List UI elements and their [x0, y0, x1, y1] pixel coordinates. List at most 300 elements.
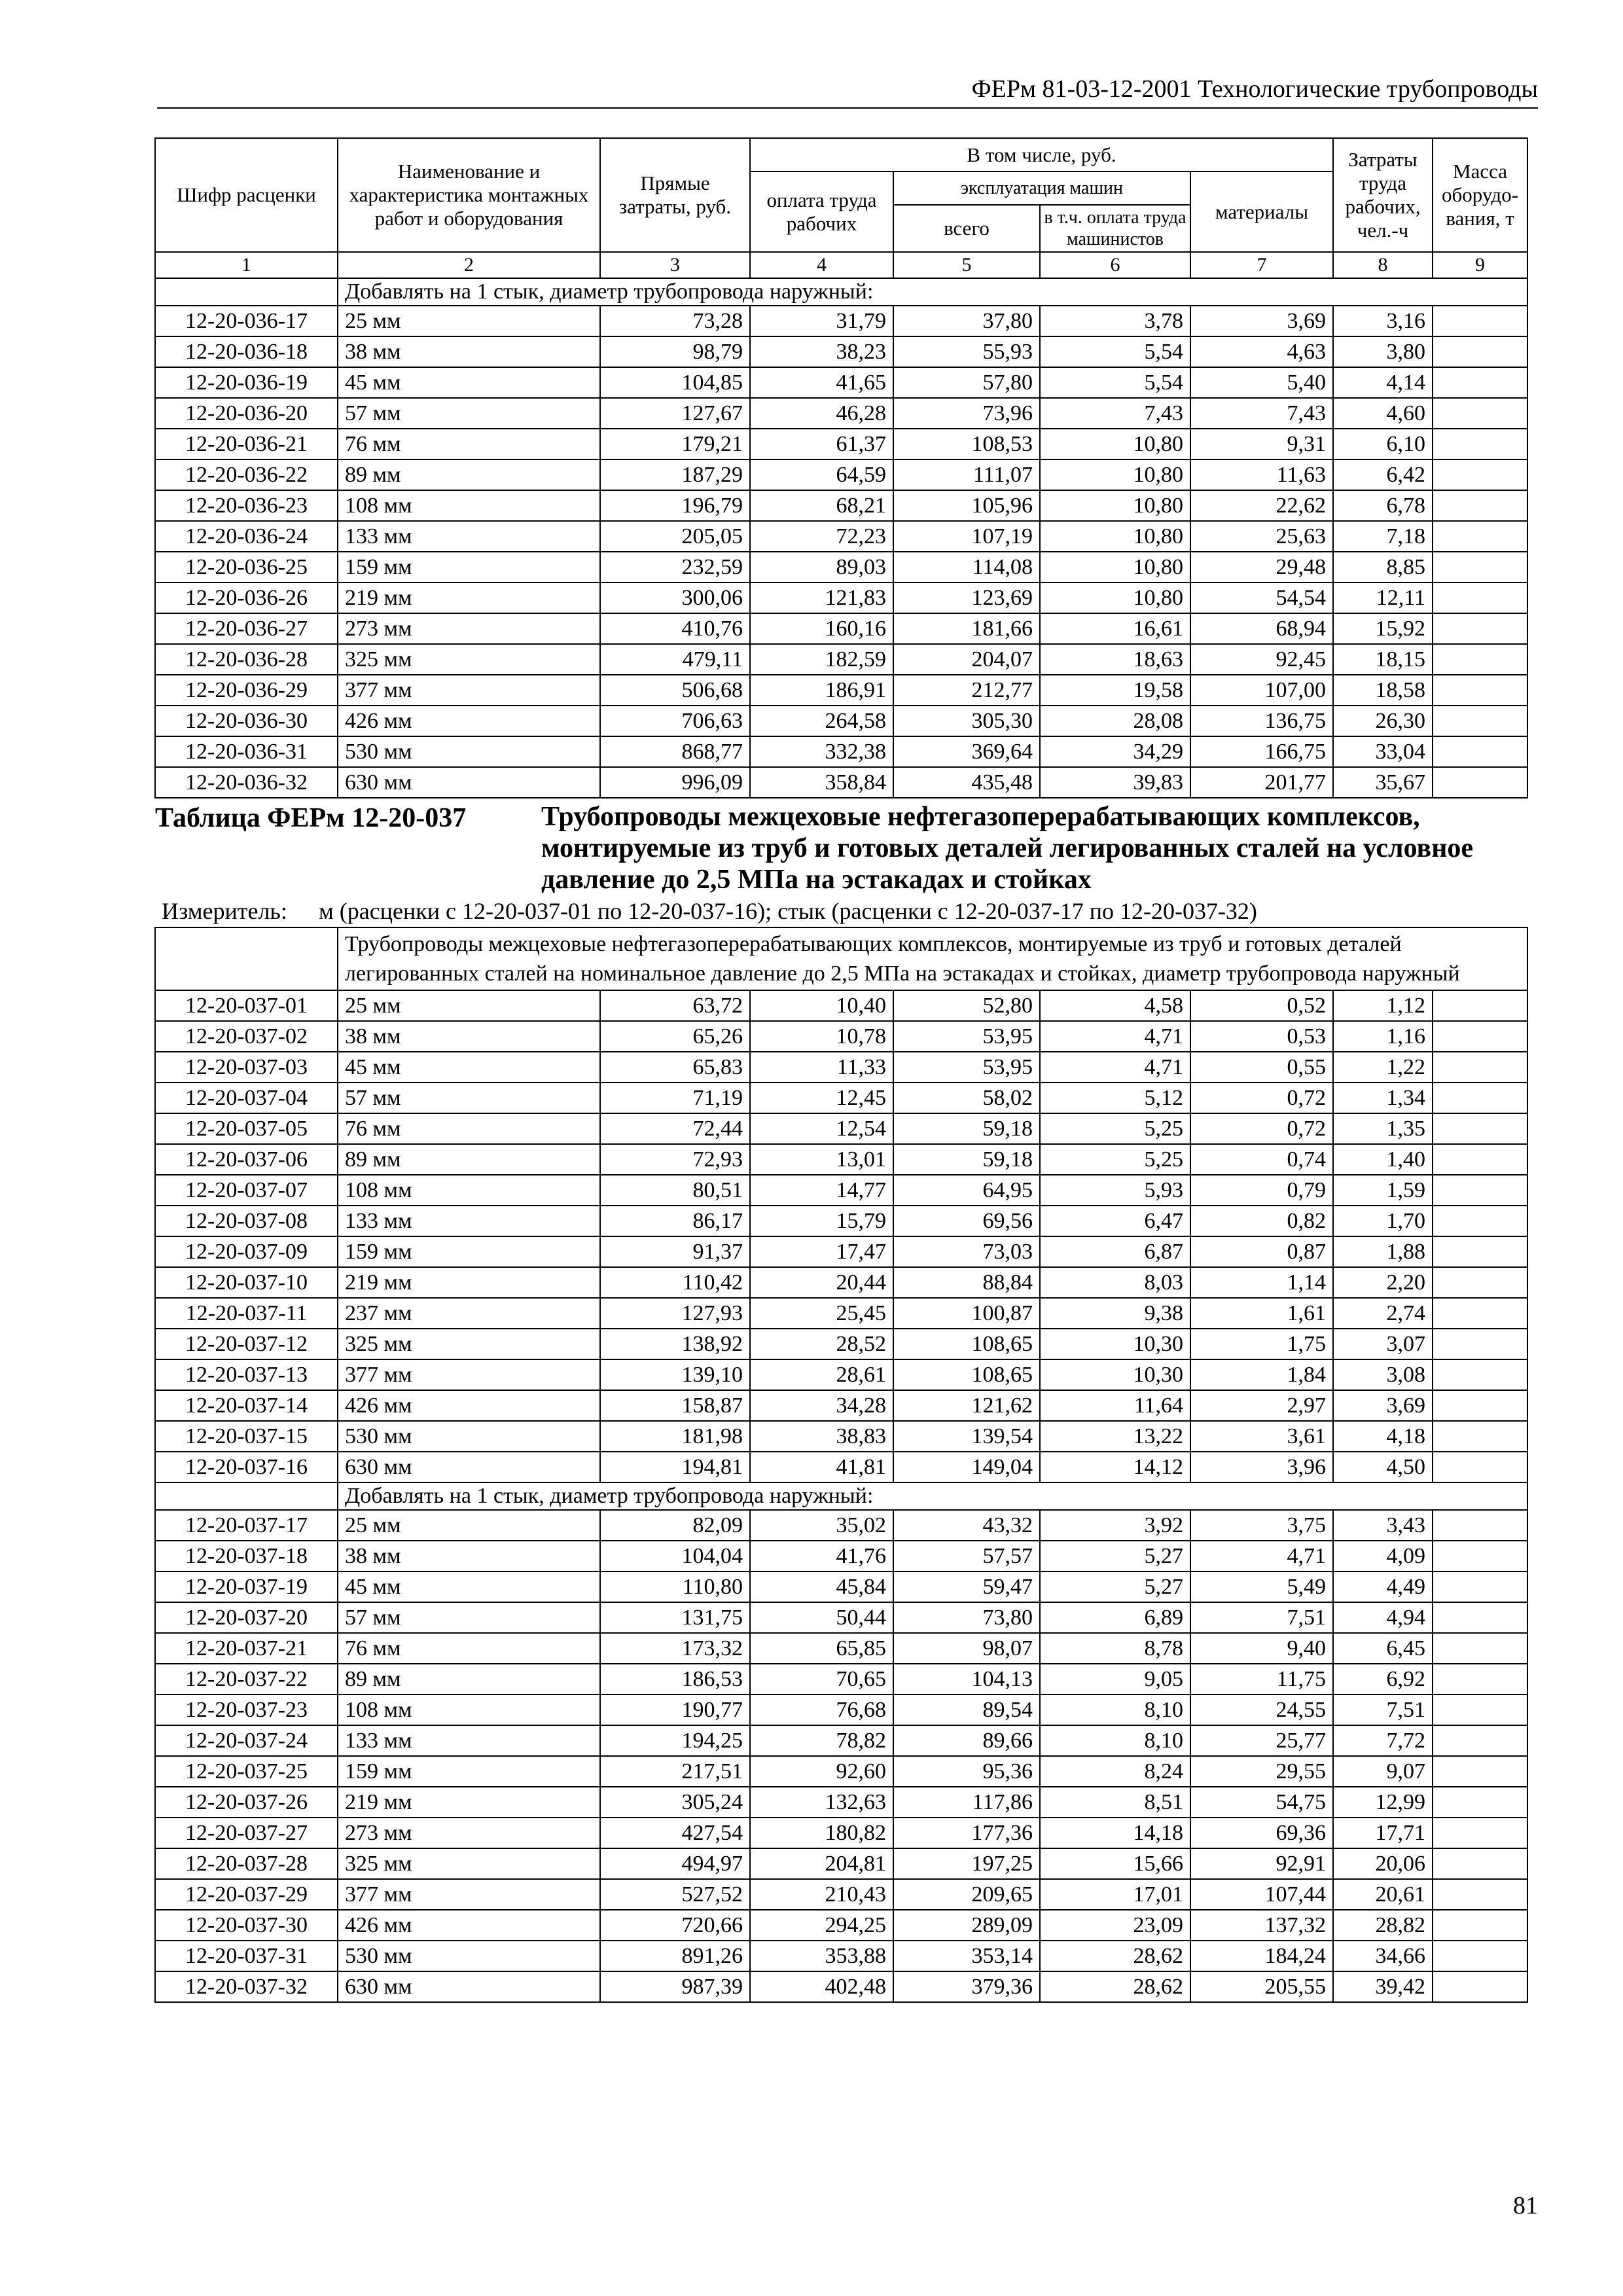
cell-direct-cost: 706,63	[600, 706, 750, 736]
cell-materials: 205,55	[1190, 1971, 1333, 2002]
cell-mass	[1433, 1144, 1527, 1175]
cell-wages: 68,21	[750, 490, 893, 521]
cell-diameter: 108 мм	[338, 490, 600, 521]
cell-machines-wages: 11,64	[1040, 1390, 1190, 1421]
cell-mass	[1433, 367, 1527, 398]
table-row	[155, 990, 1527, 1021]
table-row	[155, 1329, 1527, 1359]
cell-wages: 41,76	[750, 1541, 893, 1571]
cell-machines-wages: 8,10	[1040, 1725, 1190, 1756]
cell-materials: 7,43	[1190, 398, 1333, 429]
cell-machines-wages: 5,54	[1040, 367, 1190, 398]
table-row	[155, 1083, 1527, 1113]
cell-materials: 9,40	[1190, 1633, 1333, 1664]
cell-diameter: 45 мм	[338, 1571, 600, 1602]
table-row	[155, 1725, 1527, 1756]
cell-direct-cost: 158,87	[600, 1390, 750, 1421]
cell-wages: 14,77	[750, 1175, 893, 1206]
cell-code: 12-20-036-22	[155, 459, 338, 490]
cell-wages: 38,23	[750, 336, 893, 367]
cell-wages: 332,38	[750, 736, 893, 767]
column-index: 3	[600, 252, 750, 278]
cell-labor: 33,04	[1333, 736, 1433, 767]
cell-wages: 12,45	[750, 1083, 893, 1113]
cell-materials: 5,49	[1190, 1571, 1333, 1602]
cell-machines-total: 111,07	[893, 459, 1040, 490]
cell-machines-wages: 4,58	[1040, 990, 1190, 1021]
cell-code: 12-20-037-32	[155, 1971, 338, 2002]
cell-code: 12-20-036-25	[155, 552, 338, 583]
cell-code: 12-20-037-20	[155, 1602, 338, 1633]
cell-diameter: 108 мм	[338, 1695, 600, 1725]
cell-direct-cost: 232,59	[600, 552, 750, 583]
cell-materials: 0,79	[1190, 1175, 1333, 1206]
cell-machines-wages: 10,80	[1040, 429, 1190, 459]
cell-diameter: 38 мм	[338, 336, 600, 367]
cell-materials: 54,54	[1190, 583, 1333, 613]
cell-mass	[1433, 583, 1527, 613]
cell-machines-wages: 34,29	[1040, 736, 1190, 767]
cell-materials: 2,97	[1190, 1390, 1333, 1421]
cell-machines-wages: 7,43	[1040, 398, 1190, 429]
cell-direct-cost: 891,26	[600, 1941, 750, 1971]
cell-direct-cost: 996,09	[600, 767, 750, 798]
cell-machines-total: 100,87	[893, 1298, 1040, 1329]
cell-direct-cost: 527,52	[600, 1879, 750, 1910]
cell-labor: 28,82	[1333, 1910, 1433, 1941]
cell-diameter: 89 мм	[338, 1144, 600, 1175]
section-037-main-title: Трубопроводы межцеховые нефтегазоперерабатывающих комплексов, монтируемые из труб и готовых деталей легированных сталей на номинальное давление до 2,5 МПа на эстакадах и стойках, диаметр трубопровода наружный	[338, 927, 1527, 990]
cell-mass	[1433, 1541, 1527, 1571]
table-row	[155, 1756, 1527, 1787]
table-row	[155, 1633, 1527, 1664]
cell-machines-total: 89,66	[893, 1725, 1040, 1756]
cell-machines-wages: 5,25	[1040, 1144, 1190, 1175]
cell-wages: 31,79	[750, 306, 893, 336]
table-row	[155, 736, 1527, 767]
table-row	[155, 1848, 1527, 1879]
cell-direct-cost: 98,79	[600, 336, 750, 367]
cell-materials: 3,61	[1190, 1421, 1333, 1452]
cell-labor: 9,07	[1333, 1756, 1433, 1787]
cell-direct-cost: 190,77	[600, 1695, 750, 1725]
cell-diameter: 237 мм	[338, 1298, 600, 1329]
cell-diameter: 89 мм	[338, 1664, 600, 1695]
cell-diameter: 630 мм	[338, 1971, 600, 2002]
cell-machines-wages: 5,27	[1040, 1541, 1190, 1571]
cell-materials: 25,63	[1190, 521, 1333, 552]
col-code-header: Шифр расценки	[155, 138, 338, 252]
table-037-heading	[155, 798, 1527, 927]
cell-diameter: 325 мм	[338, 644, 600, 675]
cell-machines-total: 73,80	[893, 1602, 1040, 1633]
cell-direct-cost: 91,37	[600, 1236, 750, 1267]
cell-mass	[1433, 613, 1527, 644]
cell-direct-cost: 181,98	[600, 1421, 750, 1452]
cell-code: 12-20-037-27	[155, 1818, 338, 1848]
cell-machines-wages: 5,93	[1040, 1175, 1190, 1206]
cell-diameter: 108 мм	[338, 1175, 600, 1206]
cell-code: 12-20-037-31	[155, 1941, 338, 1971]
cell-code: 12-20-037-10	[155, 1267, 338, 1298]
table-row	[155, 306, 1527, 336]
column-index: 8	[1333, 252, 1433, 278]
cell-machines-wages: 5,25	[1040, 1113, 1190, 1144]
cell-wages: 294,25	[750, 1910, 893, 1941]
cell-direct-cost: 80,51	[600, 1175, 750, 1206]
cell-wages: 41,81	[750, 1452, 893, 1482]
cell-mass	[1433, 490, 1527, 521]
cell-machines-wages: 17,01	[1040, 1879, 1190, 1910]
cell-diameter: 377 мм	[338, 1359, 600, 1390]
cell-diameter: 133 мм	[338, 521, 600, 552]
col-machines-wages-header: в т.ч. оплата труда машинистов	[1040, 205, 1190, 252]
cell-wages: 12,54	[750, 1113, 893, 1144]
table-row	[155, 1452, 1527, 1482]
column-index: 7	[1190, 252, 1333, 278]
cell-direct-cost: 104,85	[600, 367, 750, 398]
cell-code: 12-20-036-30	[155, 706, 338, 736]
cell-mass	[1433, 1695, 1527, 1725]
cell-diameter: 133 мм	[338, 1725, 600, 1756]
cell-direct-cost: 217,51	[600, 1756, 750, 1787]
column-index: 6	[1040, 252, 1190, 278]
cell-materials: 107,44	[1190, 1879, 1333, 1910]
table-row	[155, 1571, 1527, 1602]
cell-labor: 1,16	[1333, 1021, 1433, 1052]
cell-materials: 0,72	[1190, 1083, 1333, 1113]
cell-machines-total: 73,96	[893, 398, 1040, 429]
cell-machines-wages: 10,80	[1040, 490, 1190, 521]
table-row	[155, 644, 1527, 675]
cell-labor: 3,69	[1333, 1390, 1433, 1421]
cell-wages: 35,02	[750, 1510, 893, 1541]
cell-direct-cost: 173,32	[600, 1633, 750, 1664]
cell-code: 12-20-037-30	[155, 1910, 338, 1941]
cell-machines-wages: 8,78	[1040, 1633, 1190, 1664]
cell-labor: 12,99	[1333, 1787, 1433, 1818]
cell-labor: 2,20	[1333, 1267, 1433, 1298]
cell-mass	[1433, 990, 1527, 1021]
cell-materials: 1,61	[1190, 1298, 1333, 1329]
cell-machines-total: 369,64	[893, 736, 1040, 767]
cell-mass	[1433, 1329, 1527, 1359]
table-row	[155, 1359, 1527, 1390]
cell-code: 12-20-037-12	[155, 1329, 338, 1359]
cell-machines-wages: 3,92	[1040, 1510, 1190, 1541]
col-incl-header: В том числе, руб.	[750, 138, 1333, 171]
cell-mass	[1433, 1571, 1527, 1602]
cell-wages: 41,65	[750, 367, 893, 398]
cell-mass	[1433, 1910, 1527, 1941]
cell-code: 12-20-036-29	[155, 675, 338, 706]
cell-code: 12-20-037-11	[155, 1298, 338, 1329]
cell-mass	[1433, 1052, 1527, 1083]
cell-code: 12-20-037-17	[155, 1510, 338, 1541]
cell-materials: 68,94	[1190, 613, 1333, 644]
cell-labor: 7,72	[1333, 1725, 1433, 1756]
cell-machines-total: 55,93	[893, 336, 1040, 367]
cell-machines-total: 43,32	[893, 1510, 1040, 1541]
cell-diameter: 530 мм	[338, 1421, 600, 1452]
cell-labor: 20,06	[1333, 1848, 1433, 1879]
cell-machines-total: 58,02	[893, 1083, 1040, 1113]
cell-materials: 9,31	[1190, 429, 1333, 459]
cell-machines-total: 108,53	[893, 429, 1040, 459]
cell-materials: 25,77	[1190, 1725, 1333, 1756]
cell-materials: 0,87	[1190, 1236, 1333, 1267]
cell-mass	[1433, 1725, 1527, 1756]
cell-machines-wages: 8,51	[1040, 1787, 1190, 1818]
cell-wages: 72,23	[750, 521, 893, 552]
section-spacer	[155, 927, 338, 990]
cell-labor: 1,40	[1333, 1144, 1433, 1175]
table-row	[155, 398, 1527, 429]
cell-diameter: 57 мм	[338, 1083, 600, 1113]
table-037-heading-row	[155, 798, 1527, 927]
cell-code: 12-20-037-22	[155, 1664, 338, 1695]
cell-wages: 92,60	[750, 1756, 893, 1787]
cell-wages: 160,16	[750, 613, 893, 644]
section-037-add-title: Добавлять на 1 стык, диаметр трубопровода наружный:	[338, 1482, 1527, 1510]
section-037-add-row	[155, 1482, 1527, 1510]
cell-wages: 78,82	[750, 1725, 893, 1756]
cell-direct-cost: 104,04	[600, 1541, 750, 1571]
cell-mass	[1433, 306, 1527, 336]
cell-mass	[1433, 1971, 1527, 2002]
cell-machines-wages: 28,08	[1040, 706, 1190, 736]
cell-mass	[1433, 644, 1527, 675]
cell-wages: 182,59	[750, 644, 893, 675]
cell-diameter: 89 мм	[338, 459, 600, 490]
cell-machines-total: 57,80	[893, 367, 1040, 398]
table-row	[155, 767, 1527, 798]
cell-labor: 4,18	[1333, 1421, 1433, 1452]
cell-machines-total: 104,13	[893, 1664, 1040, 1695]
cell-mass	[1433, 1236, 1527, 1267]
cell-diameter: 273 мм	[338, 1818, 600, 1848]
cell-direct-cost: 139,10	[600, 1359, 750, 1390]
cell-wages: 13,01	[750, 1144, 893, 1175]
table-row	[155, 1298, 1527, 1329]
cell-machines-wages: 28,62	[1040, 1971, 1190, 2002]
cell-machines-wages: 5,12	[1040, 1083, 1190, 1113]
cell-mass	[1433, 1421, 1527, 1452]
cell-machines-total: 89,54	[893, 1695, 1040, 1725]
cell-machines-total: 114,08	[893, 552, 1040, 583]
cell-code: 12-20-037-26	[155, 1787, 338, 1818]
table-row	[155, 1236, 1527, 1267]
cell-code: 12-20-037-15	[155, 1421, 338, 1452]
cell-labor: 2,74	[1333, 1298, 1433, 1329]
cell-wages: 28,52	[750, 1329, 893, 1359]
cell-mass	[1433, 1602, 1527, 1633]
cell-diameter: 273 мм	[338, 613, 600, 644]
cell-machines-total: 57,57	[893, 1541, 1040, 1571]
cell-labor: 4,60	[1333, 398, 1433, 429]
cell-machines-wages: 19,58	[1040, 675, 1190, 706]
cell-diameter: 426 мм	[338, 1390, 600, 1421]
cell-mass	[1433, 1267, 1527, 1298]
cell-direct-cost: 506,68	[600, 675, 750, 706]
table-row	[155, 1021, 1527, 1052]
cell-direct-cost: 72,44	[600, 1113, 750, 1144]
cell-machines-wages: 23,09	[1040, 1910, 1190, 1941]
cell-direct-cost: 205,05	[600, 521, 750, 552]
table-row	[155, 1510, 1527, 1541]
cell-machines-total: 209,65	[893, 1879, 1040, 1910]
table-row	[155, 429, 1527, 459]
price-table	[154, 137, 1528, 2003]
cell-machines-wages: 5,54	[1040, 336, 1190, 367]
cell-mass	[1433, 1298, 1527, 1329]
section-spacer	[155, 278, 338, 306]
cell-direct-cost: 186,53	[600, 1664, 750, 1695]
cell-direct-cost: 63,72	[600, 990, 750, 1021]
cell-diameter: 219 мм	[338, 1787, 600, 1818]
cell-mass	[1433, 1633, 1527, 1664]
cell-diameter: 530 мм	[338, 1941, 600, 1971]
cell-direct-cost: 494,97	[600, 1848, 750, 1879]
cell-mass	[1433, 1359, 1527, 1390]
column-index: 9	[1433, 252, 1527, 278]
cell-mass	[1433, 1879, 1527, 1910]
cell-machines-total: 197,25	[893, 1848, 1040, 1879]
cell-mass	[1433, 1021, 1527, 1052]
cell-mass	[1433, 1787, 1527, 1818]
cell-labor: 1,22	[1333, 1052, 1433, 1083]
cell-machines-total: 305,30	[893, 706, 1040, 736]
table-row	[155, 1910, 1527, 1941]
cell-machines-wages: 10,30	[1040, 1329, 1190, 1359]
cell-machines-wages: 13,22	[1040, 1421, 1190, 1452]
cell-code: 12-20-036-24	[155, 521, 338, 552]
cell-materials: 92,91	[1190, 1848, 1333, 1879]
cell-machines-total: 88,84	[893, 1267, 1040, 1298]
cell-direct-cost: 868,77	[600, 736, 750, 767]
cell-labor: 4,49	[1333, 1571, 1433, 1602]
cell-materials: 69,36	[1190, 1818, 1333, 1848]
cell-wages: 353,88	[750, 1941, 893, 1971]
col-materials-header: материалы	[1190, 171, 1333, 252]
cell-machines-total: 53,95	[893, 1021, 1040, 1052]
cell-mass	[1433, 1206, 1527, 1236]
cell-diameter: 159 мм	[338, 1236, 600, 1267]
cell-machines-total: 59,18	[893, 1113, 1040, 1144]
cell-machines-wages: 14,18	[1040, 1818, 1190, 1848]
cell-machines-wages: 14,12	[1040, 1452, 1190, 1482]
cell-diameter: 377 мм	[338, 675, 600, 706]
table-row	[155, 1541, 1527, 1571]
cell-code: 12-20-036-28	[155, 644, 338, 675]
cell-machines-total: 212,77	[893, 675, 1040, 706]
cell-wages: 264,58	[750, 706, 893, 736]
table-row	[155, 459, 1527, 490]
cell-direct-cost: 194,81	[600, 1452, 750, 1482]
cell-materials: 7,51	[1190, 1602, 1333, 1633]
cell-machines-wages: 10,30	[1040, 1359, 1190, 1390]
cell-labor: 17,71	[1333, 1818, 1433, 1848]
cell-materials: 0,74	[1190, 1144, 1333, 1175]
cell-machines-total: 289,09	[893, 1910, 1040, 1941]
cell-diameter: 325 мм	[338, 1848, 600, 1879]
cell-diameter: 57 мм	[338, 1602, 600, 1633]
cell-mass	[1433, 1848, 1527, 1879]
cell-wages: 15,79	[750, 1206, 893, 1236]
cell-wages: 132,63	[750, 1787, 893, 1818]
cell-machines-total: 139,54	[893, 1421, 1040, 1452]
cell-labor: 3,43	[1333, 1510, 1433, 1541]
cell-materials: 0,72	[1190, 1113, 1333, 1144]
cell-labor: 4,50	[1333, 1452, 1433, 1482]
cell-diameter: 630 мм	[338, 767, 600, 798]
col-name-header: Наименование и характеристика монтажных работ и оборудования	[338, 138, 600, 252]
cell-labor: 1,35	[1333, 1113, 1433, 1144]
cell-direct-cost: 71,19	[600, 1083, 750, 1113]
table-row	[155, 1267, 1527, 1298]
cell-labor: 8,85	[1333, 552, 1433, 583]
cell-materials: 4,63	[1190, 336, 1333, 367]
table-row	[155, 1602, 1527, 1633]
cell-machines-total: 108,65	[893, 1359, 1040, 1390]
cell-wages: 76,68	[750, 1695, 893, 1725]
cell-machines-wages: 4,71	[1040, 1052, 1190, 1083]
cell-wages: 34,28	[750, 1390, 893, 1421]
cell-code: 12-20-037-23	[155, 1695, 338, 1725]
cell-materials: 3,75	[1190, 1510, 1333, 1541]
cell-wages: 186,91	[750, 675, 893, 706]
cell-mass	[1433, 736, 1527, 767]
table-row	[155, 336, 1527, 367]
cell-direct-cost: 427,54	[600, 1818, 750, 1848]
cell-materials: 29,48	[1190, 552, 1333, 583]
section-spacer	[155, 1482, 338, 1510]
cell-direct-cost: 65,26	[600, 1021, 750, 1052]
cell-code: 12-20-037-24	[155, 1725, 338, 1756]
cell-direct-cost: 196,79	[600, 490, 750, 521]
cell-wages: 70,65	[750, 1664, 893, 1695]
cell-diameter: 426 мм	[338, 1910, 600, 1941]
cell-wages: 20,44	[750, 1267, 893, 1298]
cell-labor: 3,07	[1333, 1329, 1433, 1359]
cell-diameter: 133 мм	[338, 1206, 600, 1236]
table-037-heading-block	[155, 798, 1527, 927]
meter-text: м (расценки с 12-20-037-01 по 12-20-037-16); стык (расценки с 12-20-037-17 по 12-20-037-32)	[319, 898, 1257, 924]
cell-wages: 28,61	[750, 1359, 893, 1390]
cell-direct-cost: 720,66	[600, 1910, 750, 1941]
cell-code: 12-20-037-05	[155, 1113, 338, 1144]
cell-machines-total: 177,36	[893, 1818, 1040, 1848]
cell-materials: 166,75	[1190, 736, 1333, 767]
cell-wages: 11,33	[750, 1052, 893, 1083]
cell-diameter: 219 мм	[338, 583, 600, 613]
cell-materials: 0,55	[1190, 1052, 1333, 1083]
table-row	[155, 1664, 1527, 1695]
cell-labor: 18,58	[1333, 675, 1433, 706]
cell-diameter: 159 мм	[338, 1756, 600, 1787]
table-row	[155, 1941, 1527, 1971]
cell-machines-total: 64,95	[893, 1175, 1040, 1206]
cell-code: 12-20-037-14	[155, 1390, 338, 1421]
table-037-title: Трубопроводы межцеховые нефтегазоперерабатывающих комплексов, монтируемые из труб и готовых деталей легированных сталей на условное давление до 2,5 МПа на эстакадах и стойках	[541, 802, 1474, 895]
cell-machines-wages: 4,71	[1040, 1021, 1190, 1052]
cell-code: 12-20-037-09	[155, 1236, 338, 1267]
cell-labor: 39,42	[1333, 1971, 1433, 2002]
cell-machines-total: 379,36	[893, 1971, 1040, 2002]
cell-diameter: 38 мм	[338, 1021, 600, 1052]
cell-machines-wages: 16,61	[1040, 613, 1190, 644]
cell-wages: 121,83	[750, 583, 893, 613]
